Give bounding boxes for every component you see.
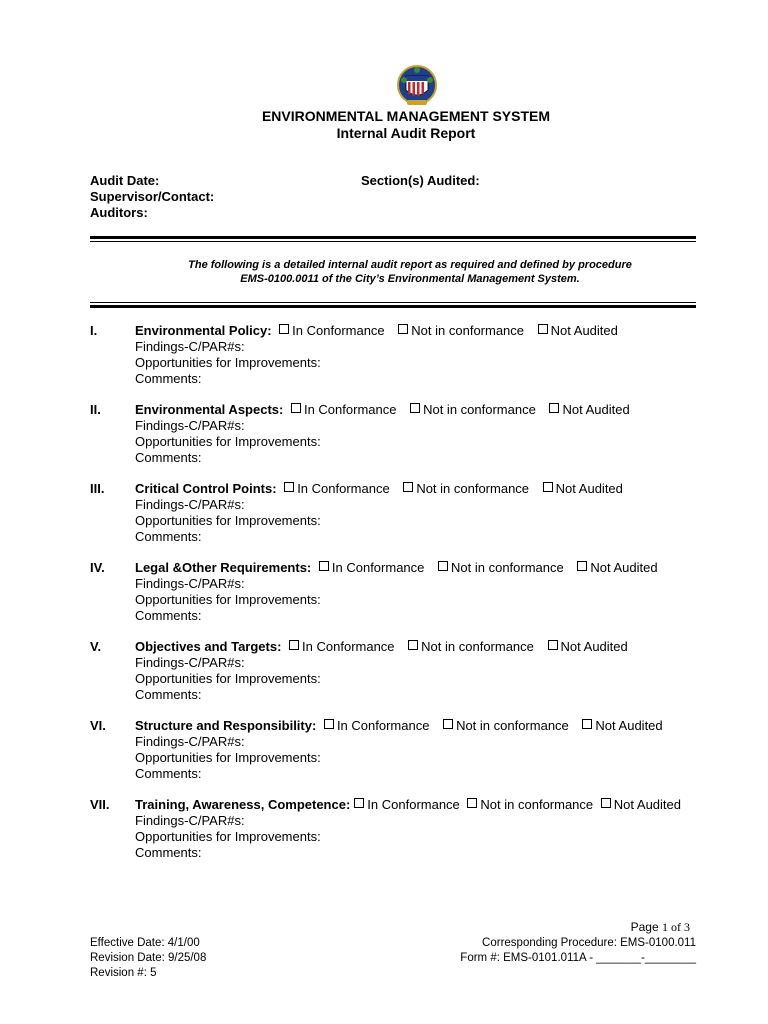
opportunities-label: Opportunities for Improvements:	[135, 829, 321, 844]
divider-top	[90, 236, 696, 239]
auditors-label: Auditors:	[90, 205, 148, 220]
in-conformance-label: In Conformance	[331, 560, 425, 575]
in-conformance-checkbox[interactable]	[319, 561, 329, 571]
not-in-conformance-label: Not in conformance	[451, 560, 564, 575]
not-audited-checkbox[interactable]	[549, 403, 559, 413]
opportunities-label: Opportunities for Improvements:	[135, 750, 321, 765]
findings-label: Findings-C/PAR#s:	[135, 655, 245, 670]
opportunities-label: Opportunities for Improvements:	[135, 513, 321, 528]
audit-section	[90, 797, 730, 876]
not-audited-label: Not Audited	[555, 481, 623, 496]
intro-line-2: EMS-0100.0011 of the City’s Environmental Management System.	[240, 273, 580, 285]
not-in-conformance-checkbox[interactable]	[467, 798, 477, 808]
findings-label: Findings-C/PAR#s:	[135, 418, 245, 433]
in-conformance-checkbox[interactable]	[354, 798, 364, 808]
not-audited-checkbox[interactable]	[601, 798, 611, 808]
divider-top-thin	[90, 241, 696, 242]
opportunities-label: Opportunities for Improvements:	[135, 434, 321, 449]
opportunities-label: Opportunities for Improvements:	[135, 592, 321, 607]
comments-label: Comments:	[135, 450, 202, 465]
not-audited-label: Not Audited	[595, 718, 663, 733]
in-conformance-label: In Conformance	[292, 323, 385, 338]
revision-date: Revision Date: 9/25/08	[90, 952, 207, 964]
in-conformance-checkbox[interactable]	[324, 719, 334, 729]
audit-sections	[90, 323, 730, 876]
section-title: Training, Awareness, Competence:	[135, 797, 351, 812]
section-number: I.	[90, 323, 98, 338]
not-in-conformance-label: Not in conformance	[480, 797, 594, 812]
divider-bottom-thin	[90, 302, 696, 303]
audit-section	[90, 639, 730, 718]
not-audited-checkbox[interactable]	[538, 324, 548, 334]
section-title: Environmental Aspects:	[135, 402, 284, 417]
not-in-conformance-checkbox[interactable]	[403, 482, 413, 492]
findings-label: Findings-C/PAR#s:	[135, 576, 245, 591]
audit-section	[90, 323, 730, 402]
opportunities-label: Opportunities for Improvements:	[135, 355, 321, 370]
audit-section	[90, 481, 730, 560]
not-audited-label: Not Audited	[560, 639, 628, 654]
revision-number: Revision #: 5	[90, 967, 157, 979]
not-audited-label: Not Audited	[613, 797, 681, 812]
in-conformance-checkbox[interactable]	[279, 324, 289, 334]
section-number: II.	[90, 402, 101, 417]
in-conformance-checkbox[interactable]	[289, 640, 299, 650]
document-title: ENVIRONMENTAL MANAGEMENT SYSTEM	[261, 108, 551, 124]
section-number: V.	[90, 639, 102, 654]
in-conformance-label: In Conformance	[336, 718, 430, 733]
corresponding-procedure: Corresponding Procedure: EMS-0100.011	[482, 937, 696, 949]
not-in-conformance-label: Not in conformance	[421, 639, 534, 654]
audit-section	[90, 718, 730, 797]
intro-line-1: The following is a detailed internal audit report as required and defined by procedure	[188, 259, 632, 271]
city-seal-icon	[396, 64, 438, 108]
not-audited-label: Not Audited	[590, 560, 658, 575]
section-title: Objectives and Targets:	[135, 639, 282, 654]
footer-procedure-info	[0, 936, 696, 966]
not-in-conformance-checkbox[interactable]	[410, 403, 420, 413]
in-conformance-checkbox[interactable]	[291, 403, 301, 413]
section-title: Structure and Responsibility:	[135, 718, 317, 733]
document-subtitle: Internal Audit Report	[336, 125, 476, 141]
comments-label: Comments:	[135, 371, 202, 386]
section-number: IV.	[90, 560, 105, 575]
comments-label: Comments:	[135, 529, 202, 544]
audit-date-label: Audit Date:	[90, 173, 160, 188]
section-number: III.	[90, 481, 105, 496]
not-in-conformance-checkbox[interactable]	[443, 719, 453, 729]
effective-date: Effective Date: 4/1/00	[90, 937, 200, 949]
page-word: Page	[630, 920, 659, 934]
intro-text	[120, 258, 700, 286]
in-conformance-label: In Conformance	[303, 402, 397, 417]
in-conformance-label: In Conformance	[297, 481, 390, 496]
page-number	[0, 920, 690, 935]
form-number: Form #: EMS-0101.011A - _______-________	[460, 952, 696, 964]
in-conformance-label: In Conformance	[367, 797, 460, 812]
findings-label: Findings-C/PAR#s:	[135, 339, 245, 354]
divider-bottom	[90, 305, 696, 308]
not-in-conformance-checkbox[interactable]	[408, 640, 418, 650]
comments-label: Comments:	[135, 687, 202, 702]
comments-label: Comments:	[135, 766, 202, 781]
audit-meta-left	[90, 173, 214, 221]
section-number: VII.	[90, 797, 110, 812]
not-audited-label: Not Audited	[562, 402, 630, 417]
audit-section	[90, 560, 730, 639]
not-audited-checkbox[interactable]	[582, 719, 592, 729]
comments-label: Comments:	[135, 608, 202, 623]
section-title: Environmental Policy:	[135, 323, 272, 338]
findings-label: Findings-C/PAR#s:	[135, 813, 245, 828]
not-in-conformance-label: Not in conformance	[456, 718, 569, 733]
not-in-conformance-checkbox[interactable]	[438, 561, 448, 571]
not-audited-label: Not Audited	[550, 323, 618, 338]
not-in-conformance-label: Not in conformance	[411, 323, 525, 338]
section-number: VI.	[90, 718, 106, 733]
not-audited-checkbox[interactable]	[577, 561, 587, 571]
supervisor-label: Supervisor/Contact:	[90, 189, 215, 204]
opportunities-label: Opportunities for Improvements:	[135, 671, 321, 686]
comments-label: Comments:	[135, 845, 202, 860]
not-audited-checkbox[interactable]	[543, 482, 553, 492]
not-in-conformance-label: Not in conformance	[423, 402, 536, 417]
findings-label: Findings-C/PAR#s:	[135, 497, 245, 512]
not-audited-checkbox[interactable]	[548, 640, 558, 650]
page-count: 1 of 3	[662, 920, 690, 934]
audit-section	[90, 402, 730, 481]
not-in-conformance-checkbox[interactable]	[398, 324, 408, 334]
in-conformance-label: In Conformance	[302, 639, 395, 654]
not-in-conformance-label: Not in conformance	[416, 481, 530, 496]
sections-audited-label: Section(s) Audited:	[361, 173, 480, 188]
section-title: Critical Control Points:	[135, 481, 277, 496]
in-conformance-checkbox[interactable]	[284, 482, 294, 492]
findings-label: Findings-C/PAR#s:	[135, 734, 245, 749]
section-title: Legal &Other Requirements:	[135, 560, 312, 575]
